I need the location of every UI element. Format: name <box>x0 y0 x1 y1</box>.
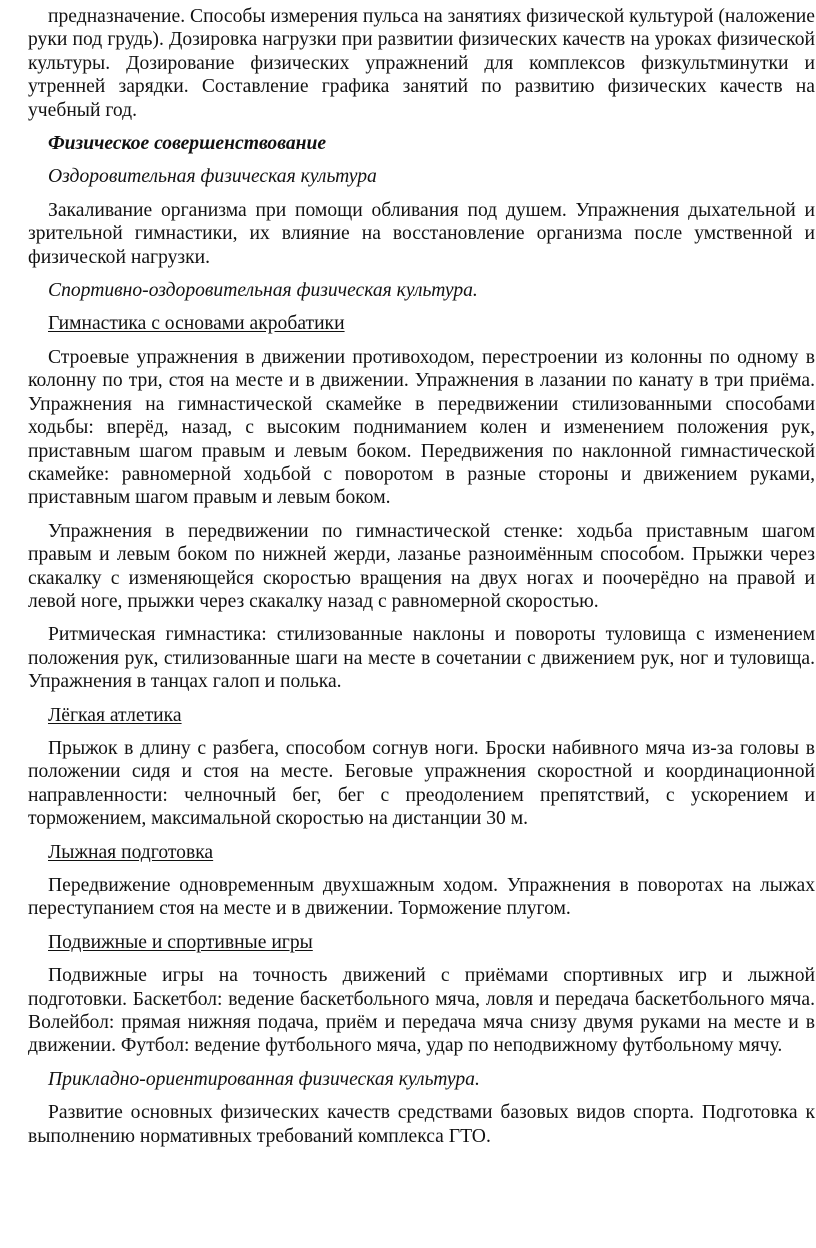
paragraph-rhythmic-gymnastics: Ритмическая гимнастика: стилизованные наклоны и повороты туловища с изменением положения рук, стилизованные шаги на месте в сочетании с движением рук, ног и туловища. Упражнения в танцах галоп и полька. <box>28 624 815 693</box>
paragraph-outdoor-sport-games: Подвижные игры на точность движений с приёмами спортивных игр и лыжной подготовки. Баскетбол: ведение баскетбольного мяча, ловля и передача баскетбольного мяча. Волейбол: прямая нижняя подача, приём и передача мяча снизу двумя руками на месте и в движении. Футбол: ведение футбольного мяча, удар по неподвижному футбольному мячу. <box>28 965 815 1057</box>
paragraph-applied-physical-culture: Развитие основных физических качеств средствами базовых видов спорта. Подготовка к выполнению нормативных требований комплекса ГТО. <box>28 1102 815 1147</box>
paragraph-intro: предназначение. Способы измерения пульса на занятиях физической культурой (наложение руки под грудь). Дозировка нагрузки при развитии физических качеств на уроках физической культуры. Дозирование физических упражнений для комплексов физкультминутки и утренней зарядки. Составление графика занятий по развитию физических качеств на учебный год. <box>28 6 815 121</box>
heading-physical-improvement: Физическое совершенствование <box>48 133 327 155</box>
paragraph-hardening: Закаливание организма при помощи обливания под душем. Упражнения дыхательной и зрительной гимнастики, их влияние на восстановление организма после умственной и физической нагрузки. <box>28 199 815 268</box>
paragraph-gymnastics-drill: Строевые упражнения в движении противоходом, перестроении из колонны по одному в колонну по три, стоя на месте и в движении. Упражнения в лазании по канату в три приёма. Упражнения на гимнастической скамейке в передвижении стилизованными способами ходьбы: вперёд, назад, с высоким подниманием колен и изменением положения рук, приставным шагом правым и левым боком. Передвижения по наклонной гимнастической скамейке: равномерной ходьбой с поворотом в разные стороны и движением руками, приставным шагом правым и левым боком. <box>28 346 815 509</box>
paragraph-athletics: Прыжок в длину с разбега, способом согнув ноги. Броски набивного мяча из-за головы в положении сидя и стоя на месте. Беговые упражнения скоростной и координационной направленности: челночный бег, бег с преодолением препятствий, с ускорением и торможением, максимальной скоростью на дистанции 30 м. <box>28 737 815 830</box>
paragraph-gymnastics-wall: Упражнения в передвижении по гимнастической стенке: ходьба приставным шагом правым и левым боком по нижней жерди, лазанье разноимённым способом. Прыжки через скакалку с изменяющейся скоростью вращения на двух ногах и поочерёдно на правой и левой ноге, прыжки через скакалку назад с равномерной скоростью. <box>28 520 815 612</box>
heading-health-physical-culture: Оздоровительная физическая культура <box>48 166 377 188</box>
heading-sport-health-physical-culture: Спортивно-оздоровительная физическая культура. <box>48 280 478 302</box>
paragraph-ski-training: Передвижение одновременным двухшажным ходом. Упражнения в поворотах на лыжах переступанием стоя на месте и в движении. Торможение плугом. <box>28 875 815 920</box>
heading-ski-training: Лыжная подготовка <box>48 841 214 863</box>
heading-gymnastics: Гимнастика с основами акробатики <box>48 313 345 335</box>
heading-outdoor-sport-games: Подвижные и спортивные игры <box>48 931 313 953</box>
document-page <box>28 5 815 1148</box>
heading-athletics: Лёгкая атлетика <box>48 704 182 726</box>
heading-applied-physical-culture: Прикладно-ориентированная физическая культура. <box>48 1068 480 1090</box>
